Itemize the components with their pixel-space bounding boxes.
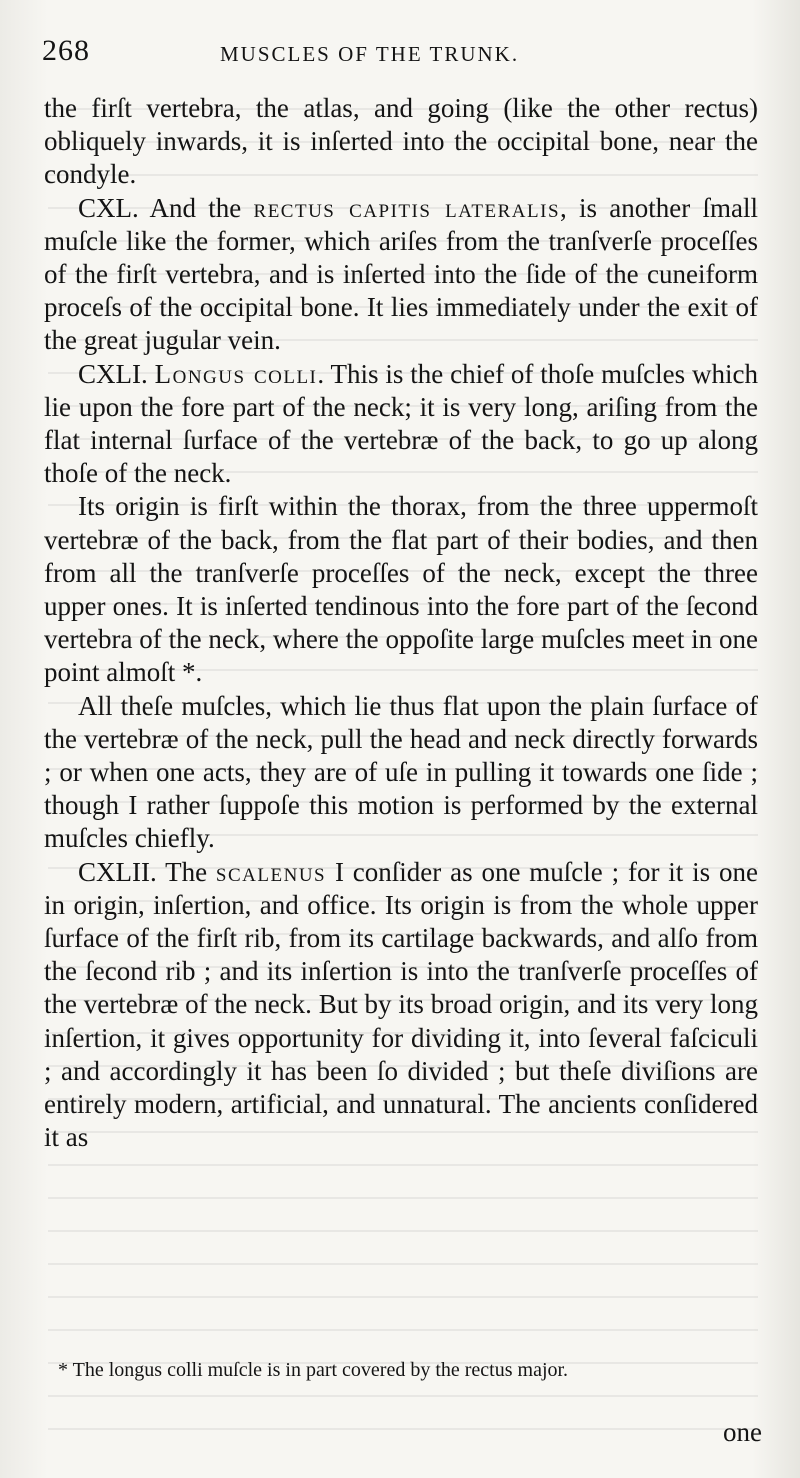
muscle-name: Longus colli <box>154 358 318 389</box>
paragraph-text: I conſider as one muſcle ; for it is one in origin, inſertion, and office. Its origin is from the whole upper ſurface of the firſt rib, from its cartilage backwards, and alſo from the ſecond rib ; and its inſertion is into the tranſverſe proceſſes of the vertebræ of the neck. But by its broad origin, and its very long inſertion, it gives opportunity for dividing it, into ſeveral faſciculi ; and accordingly it has been ſo divided ; but theſe diviſions are entirely modern, artificial, and unnatural. The ancients conſidered it as <box>44 856 758 1153</box>
footnote: * The longus colli muſcle is in part covered by the rectus major. <box>58 1359 569 1381</box>
paragraph-text: . This is the chief of thoſe muſcles which lie upon the fore part of the neck; it is very long, ariſing from the flat internal ſurface of the vertebræ of the back, to go up along thoſe of the neck. <box>44 358 758 489</box>
section-lead: CXL. And the <box>78 192 254 223</box>
paragraph-continuation <box>44 92 758 192</box>
page-header <box>42 34 758 74</box>
section-lead: CXLII. The <box>78 856 216 887</box>
paragraph-function <box>44 690 758 856</box>
page-number: 268 <box>42 34 90 67</box>
section-lead: CXLI. <box>78 358 155 389</box>
paragraph-cxli <box>44 358 758 491</box>
paragraph-cxlii <box>44 856 758 1155</box>
paragraph-text: Its origin is firſt within the thorax, from the three uppermoſt vertebræ of the back, from the flat part of their bodies, and then from all the tranſverſe proceſſes of the neck, except the three upper ones. It is inſerted tendinous into the fore part of the ſecond vertebra of the neck, where the oppoſite large muſcles meet in one point almoſt *. <box>44 491 758 688</box>
body-text <box>44 92 758 1155</box>
paragraph-origin <box>44 490 758 689</box>
paragraph-cxl <box>44 192 758 358</box>
catchword: one <box>723 1417 762 1447</box>
paragraph-text: the firſt vertebra, the atlas, and going (like the other rectus) obliquely inwards, it is inſerted into the occipital bone, near the condyle. <box>44 93 758 190</box>
paragraph-text: All theſe muſcles, which lie thus flat upon the plain ſurface of the vertebræ of the neck, pull the head and neck directly forwards ; or when one acts, they are of uſe in pulling it towards one ſide ; though I rather ſuppoſe this motion is performed by the external muſcles chiefly. <box>44 690 758 854</box>
paragraph-text: , is another ſmall muſcle like the former, which ariſes from the tranſverſe proceſſes of the firſt vertebra, and is inſerted into the ſide of the cuneiform proceſs of the occipital bone. It lies immediately under the exit of the great jugular vein. <box>44 192 758 356</box>
running-title: MUSCLES OF THE TRUNK. <box>220 42 520 66</box>
muscle-name: rectus capitis lateralis <box>253 192 561 223</box>
muscle-name: scalenus <box>215 856 327 887</box>
